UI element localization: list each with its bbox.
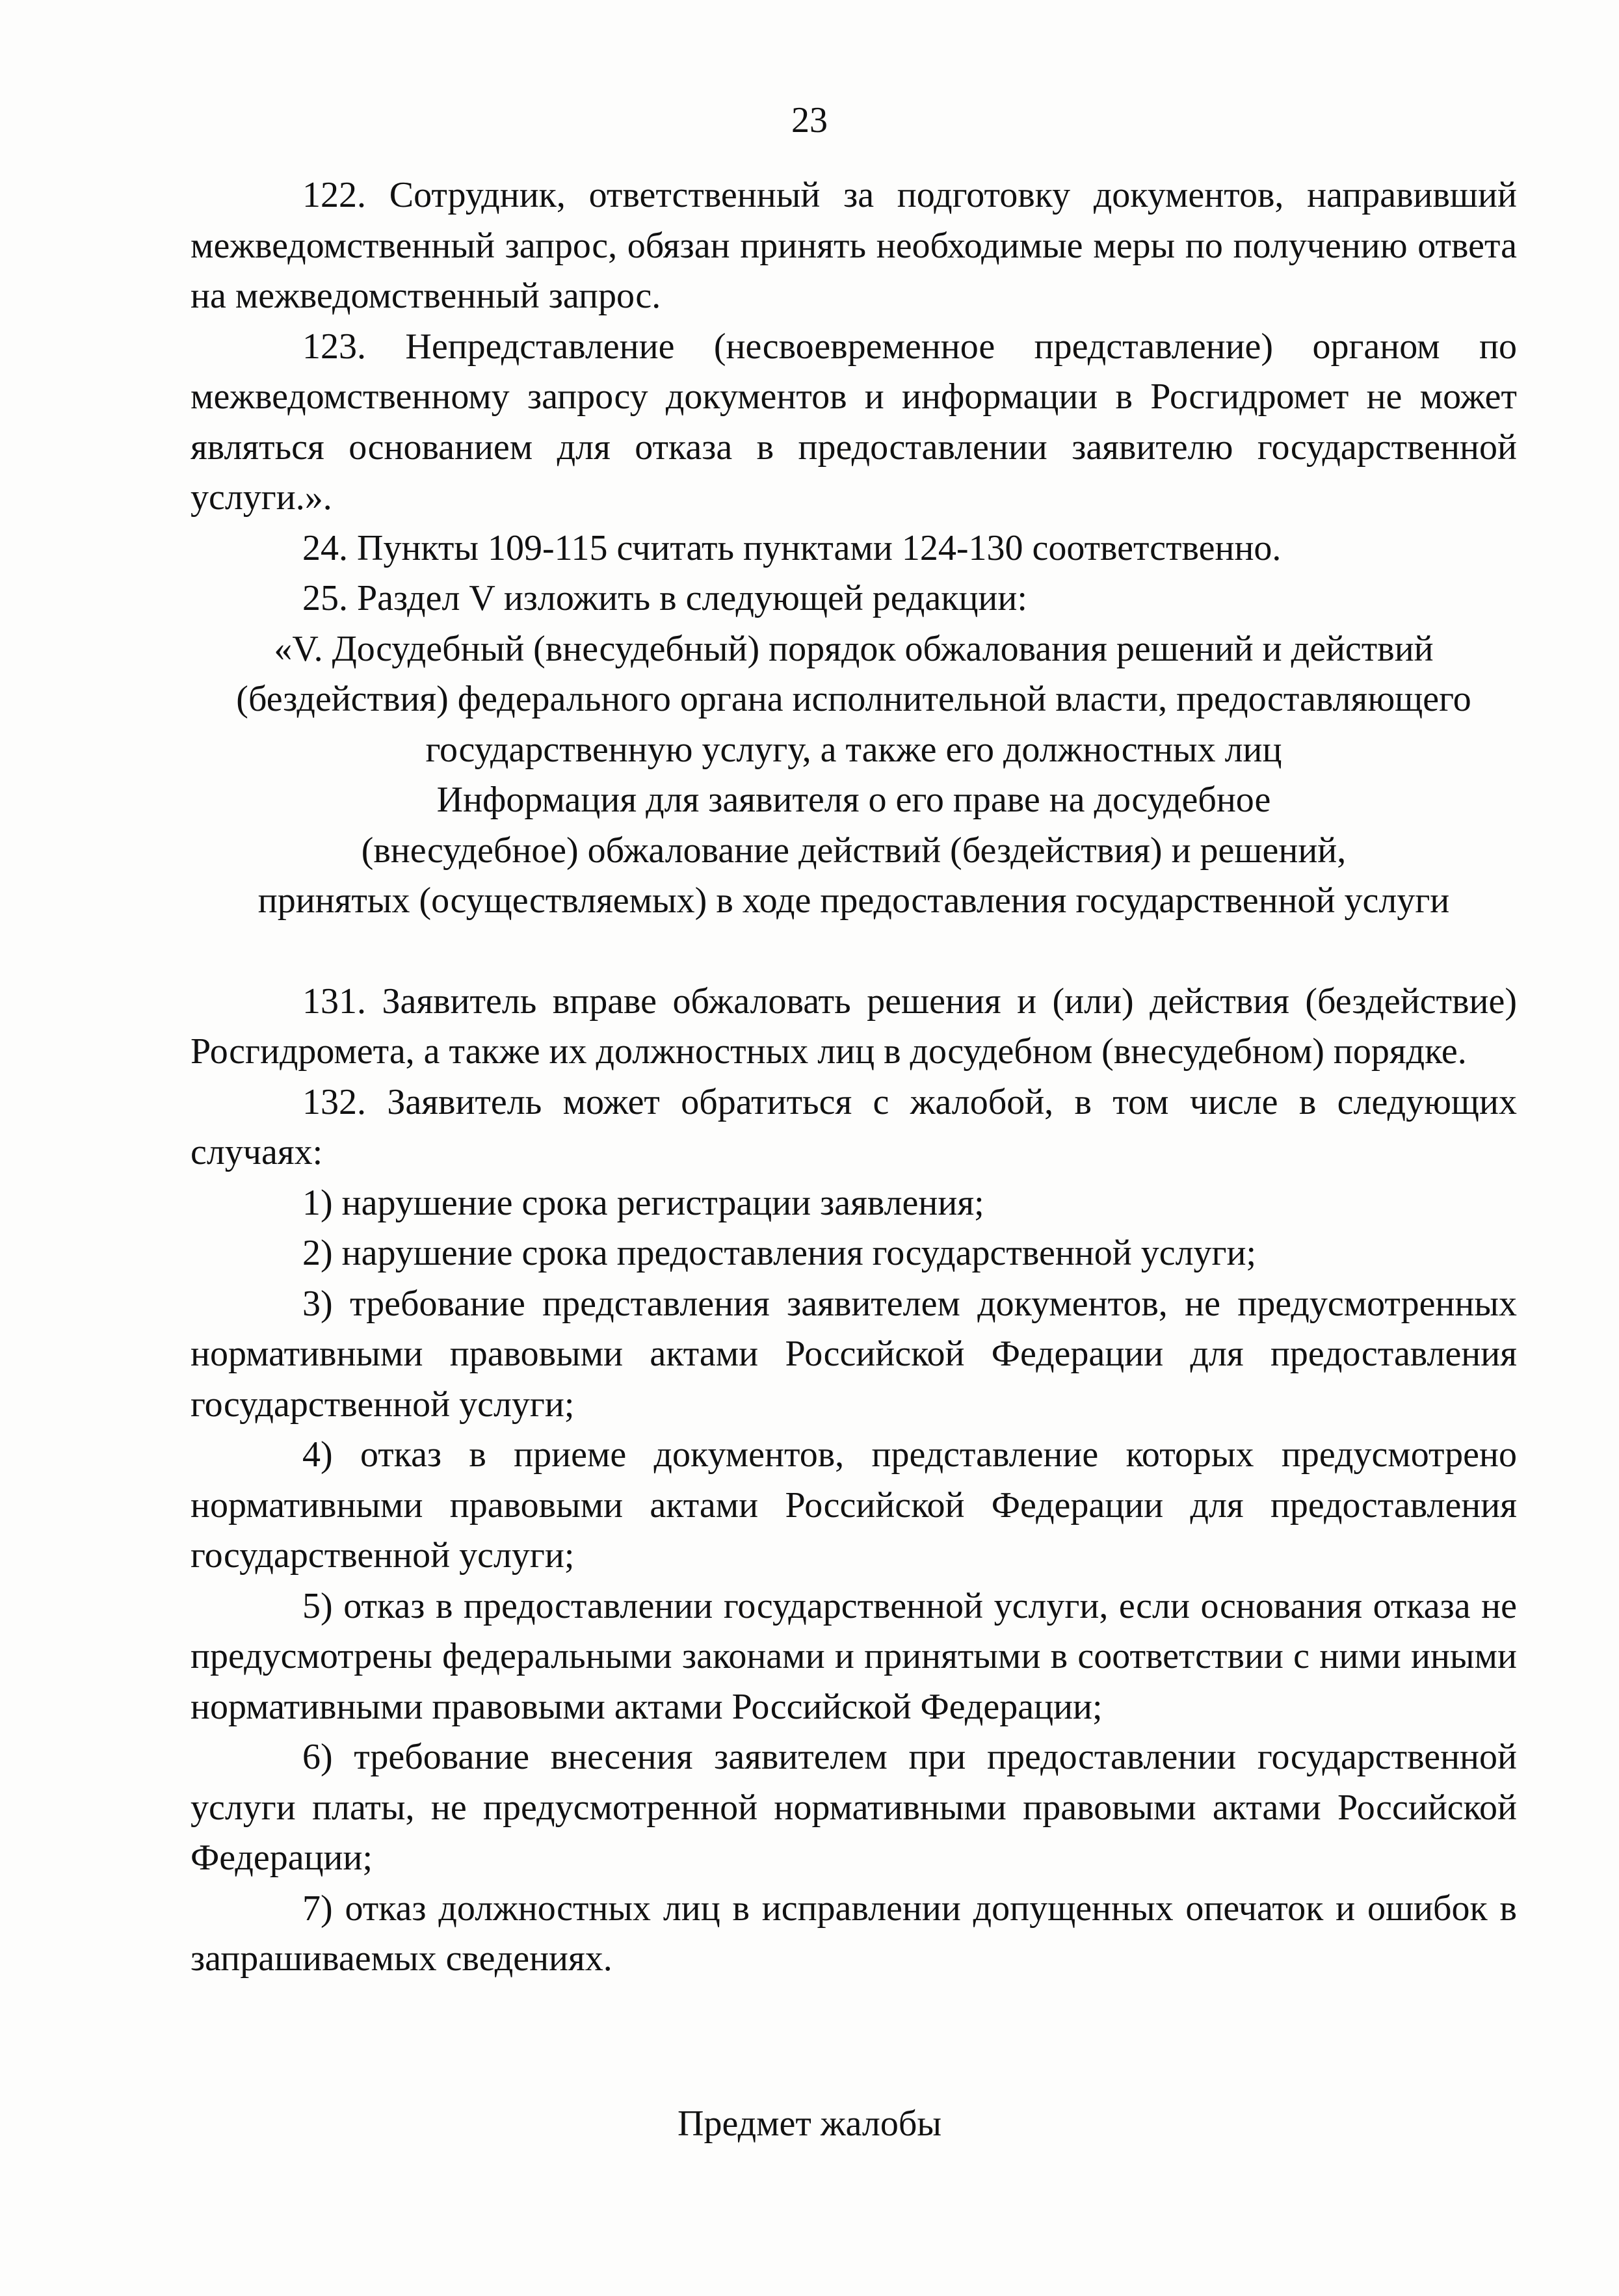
info-heading-line: принятых (осуществляемых) в ходе предоставления государственной услуги — [257, 880, 1450, 921]
section-heading-line: государственную услугу, а также его должностных лиц — [425, 729, 1282, 770]
info-heading-line: (внесудебное) обжалование действий (бездействия) и решений, — [361, 830, 1347, 871]
info-heading — [191, 775, 1517, 927]
list-item-4: 4) отказ в приеме документов, представление которых предусмотрено нормативными правовыми актами Российской Федерации для предоставления государственной услуги; — [191, 1434, 1517, 1576]
info-heading-line: Информация для заявителя о его праве на досудебное — [436, 780, 1271, 820]
paragraph-item-24: 24. Пункты 109-115 считать пунктами 124-130 соответственно. — [302, 527, 1282, 568]
paragraph-131: 131. Заявитель вправе обжаловать решения и (или) действия (бездействие) Росгидромета, а также их должностных лиц в досудебном (внесудебном) порядке. — [191, 981, 1517, 1072]
spacer — [191, 927, 1517, 977]
paragraph-122: 122. Сотрудник, ответственный за подготовку документов, направивший межведомственный запрос, обязан принять необходимые меры по получению ответа на межведомственный запрос. — [191, 175, 1517, 316]
document-body — [191, 170, 1517, 1985]
paragraph-132: 132. Заявитель может обратиться с жалобой, в том числе в следующих случаях: — [191, 1081, 1517, 1172]
list-item-6: 6) требование внесения заявителем при предоставлении государственной услуги платы, не предусмотренной нормативными правовыми актами Российской Федерации; — [191, 1737, 1517, 1878]
list-item-2: 2) нарушение срока предоставления государственной услуги; — [302, 1233, 1257, 1273]
paragraph-item-25: 25. Раздел V изложить в следующей редакции: — [302, 578, 1027, 618]
subject-heading: Предмет жалобы — [678, 2104, 941, 2144]
section-v-heading — [191, 624, 1517, 776]
list-item-5: 5) отказ в предоставлении государственной услуги, если основания отказа не предусмотрены федеральными законами и принятыми в соответствии с ними иными нормативными правовыми актами Российской Федерации; — [191, 1585, 1517, 1727]
list-item-1: 1) нарушение срока регистрации заявления; — [302, 1182, 984, 1223]
section-heading-line: (бездействия) федерального органа исполнительной власти, предоставляющего — [236, 679, 1471, 719]
section-heading-line: «V. Досудебный (внесудебный) порядок обжалования решений и действий — [274, 628, 1434, 669]
list-item-3: 3) требование представления заявителем документов, не предусмотренных нормативными правовыми актами Российской Федерации для предоставления государственной услуги; — [191, 1283, 1517, 1425]
paragraph-123: 123. Непредставление (несвоевременное представление) органом по межведомственному запросу документов и информации в Росгидромет не может являться основанием для отказа в предоставлении заявителю государственной услуги.». — [191, 326, 1517, 518]
list-item-7: 7) отказ должностных лиц в исправлении допущенных опечаток и ошибок в запрашиваемых сведениях. — [191, 1888, 1517, 1979]
page-number: 23 — [791, 100, 828, 140]
